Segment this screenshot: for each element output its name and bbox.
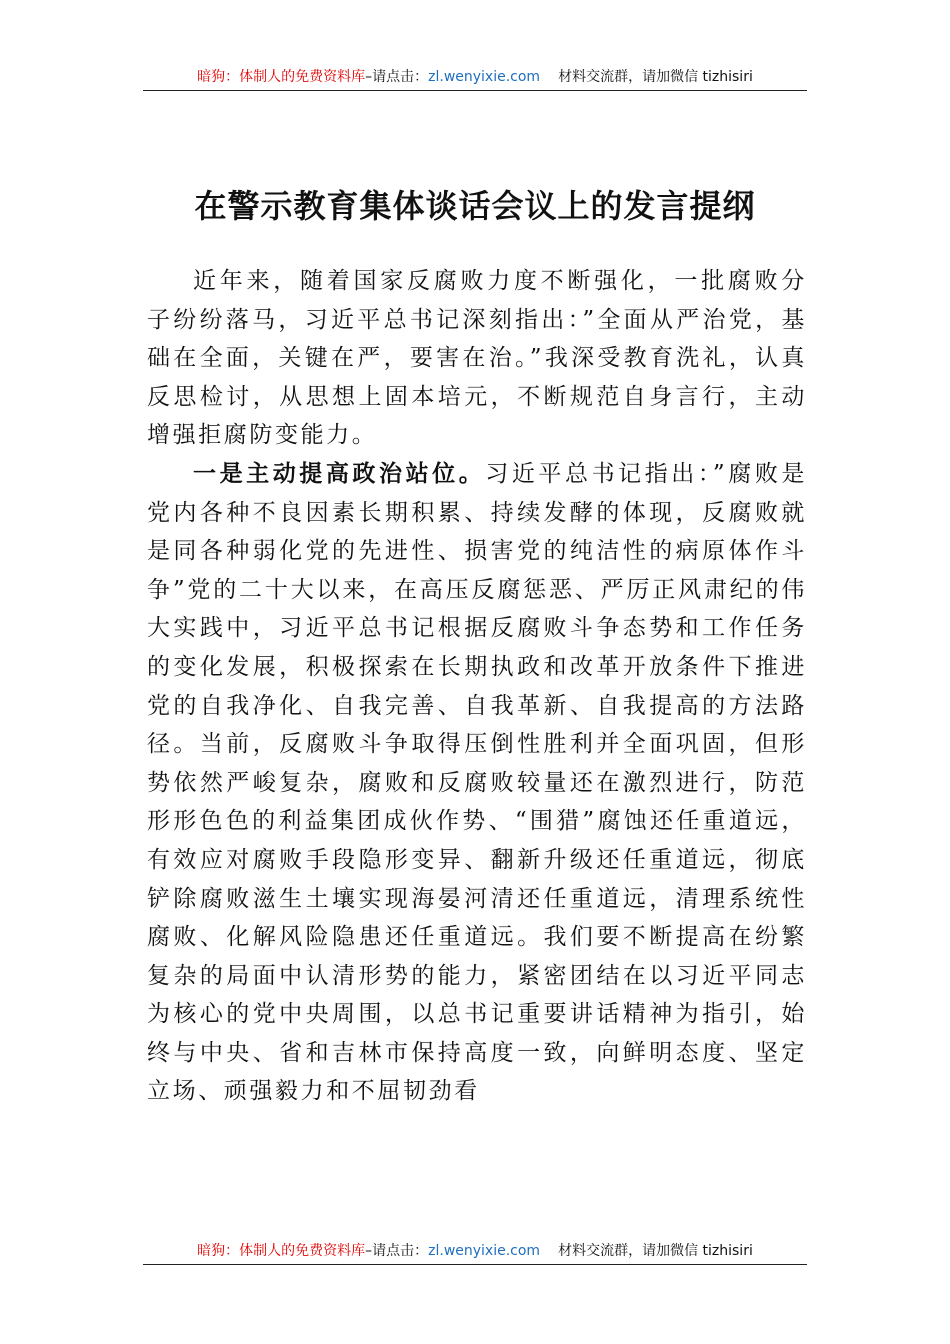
footer-site-link[interactable]: zl.wenyixie.com [428, 1243, 541, 1259]
paragraph-intro-text: 近年来，随着国家反腐败力度不断强化，一批腐败分子纷纷落马，习近平总书记深刻指出：”全面从严治党，基础在全面，关键在严，要害在治。”我深受教育洗礼，认真反思检讨，从思想上固本培元，不断规范自身言行，主动增强拒腐防变能力。 [147, 268, 807, 449]
document-title: 在警示教育集体谈话会议上的发言提纲 [194, 187, 756, 226]
header-site-link[interactable]: zl.wenyixie.com [428, 69, 541, 85]
paragraph-point-one [147, 455, 807, 1111]
paragraph-intro [147, 262, 807, 455]
footer-banner [143, 1238, 807, 1265]
header-click-prefix: –请点击： [365, 69, 429, 85]
header-group-note: 材料交流群，请加微信 tizhisiri [558, 69, 753, 85]
footer-brand: 暗狗：体制人的免费资料库 [197, 1243, 366, 1259]
header-banner [143, 64, 807, 91]
document-body [147, 262, 807, 1111]
header-brand: 暗狗：体制人的免费资料库 [197, 69, 366, 85]
point-one-text: 习近平总书记指出：”腐败是党内各种不良因素长期积累、持续发酵的体现，反腐败就是同各种弱化党的先进性、损害党的纯洁性的病原体作斗争”党的二十大以来，在高压反腐惩恶、严厉正风肃纪的伟大实践中，习近平总书记根据反腐败斗争态势和工作任务的变化发展，积极探索在长期执政和改革开放条件下推进党的自我净化、自我完善、自我革新、自我提高的方法路径。当前，反腐败斗争取得压倒性胜利并全面巩固，但形势依然严峻复杂，腐败和反腐败较量还在激烈进行，防范形形色色的利益集团成伙作势、“围猎”腐蚀还任重道远，有效应对腐败手段隐形变异、翻新升级还任重道远，彻底铲除腐败滋生土壤实现海晏河清还任重道远，清理系统性腐败、化解风险隐患还任重道远。我们要不断提高在纷繁复杂的局面中认清形势的能力，紧密团结在以习近平同志为核心的党中央周围，以总书记重要讲话精神为指引，始终与中央、省和吉林市保持高度一致，向鲜明态度、坚定立场、顽强毅力和不屈韧劲看 [147, 460, 807, 1105]
footer-group-note: 材料交流群，请加微信 tizhisiri [558, 1243, 753, 1259]
point-one-heading: 一是主动提高政治站位。 [193, 459, 486, 487]
footer-click-prefix: –请点击： [365, 1243, 429, 1259]
